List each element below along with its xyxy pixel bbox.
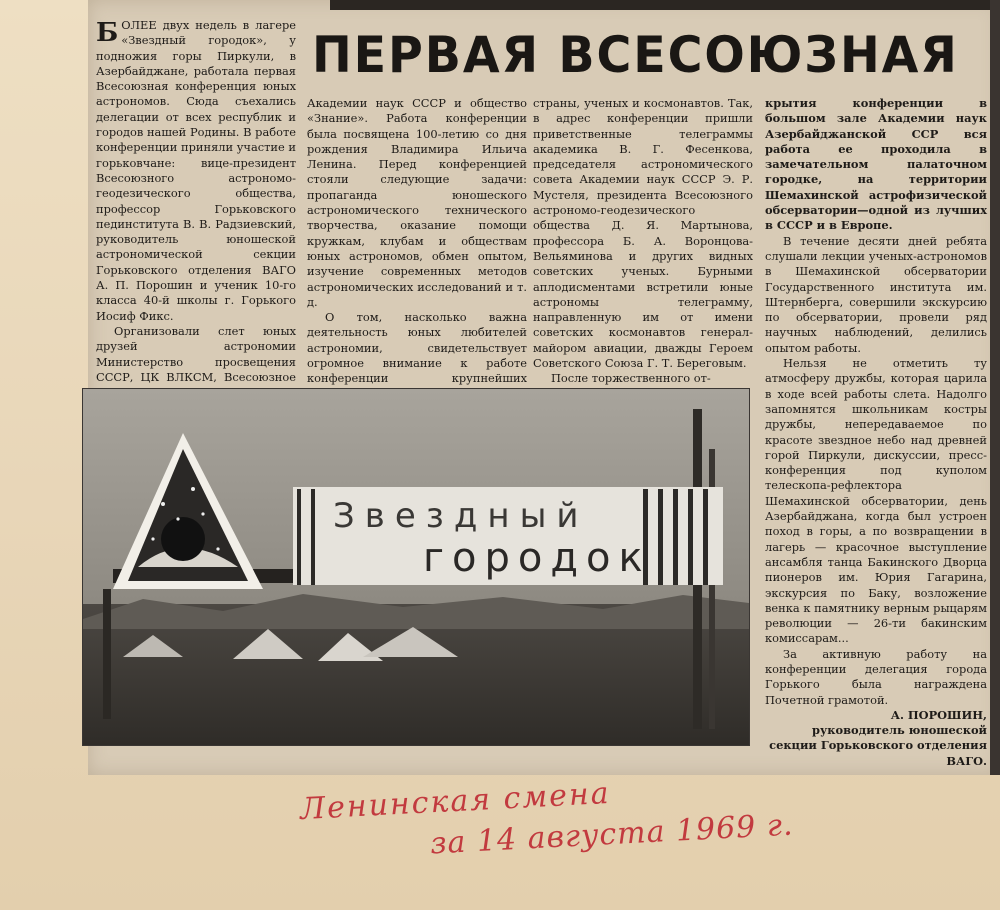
- author-name: А. ПОРОШИН,: [890, 707, 987, 722]
- drop-cap: Б: [96, 18, 119, 48]
- article-column-2: [307, 96, 527, 402]
- camp-photo: [82, 388, 750, 746]
- column-1-paragraph-2: Организовали слет юных друзей астрономии Министерство просвещения СССР, ЦК ВЛКСМ, Всесоюзное: [96, 323, 296, 384]
- right-edge-strip: [990, 0, 1000, 775]
- top-dark-band: [330, 0, 1000, 10]
- camp-photo-drawing: [83, 389, 749, 745]
- handwritten-date: за 14 августа 1969 г.: [429, 807, 795, 862]
- column-2-paragraph-1: Академии наук СССР и общество «Знание». Работа конференции была посвящена 100-летию со дня рождения Владимира Ильича Ленина. Перед конференцией стояли следующие задачи: пропаганда юношеского астрономического технического творчества, оказание помощи кружкам, клубам и обществам юных астрономов, обмен опытом, изучение современных методов астрономических исследований и т. д.: [307, 96, 527, 309]
- banner-text-line-2: городок: [423, 535, 651, 581]
- banner-text-line-1: Звездный: [333, 496, 589, 536]
- column-4-paragraph-2: В течение десяти дней ребята слушали лекции ученых-астрономов в Шемахинской обсерватории Государственного института им. Штернберга, совершили экскурсию по обсерватории, провели ряд научных наблюдений, делились опытом работы.: [765, 233, 987, 355]
- column-3-paragraph-2: После торжественного от-: [551, 371, 711, 386]
- handwritten-source: Ленинская смена: [299, 775, 612, 828]
- column-1-paragraph-1: [96, 18, 296, 324]
- column-1-lead-text: ОЛЕЕ двух недель в лагере «Звездный городок», у подножия горы Пиркули, в Азербайджане, работала первая Всесоюзная конференция юных астрономов. Сюда съехались делегации от всех республик и городов нашей Родины. В работе конференции приняли участие и горьковчане: вице-президент Всесоюзного астрономо-геодезического общества, профессор Горьковского пединститута В. В. Радзиевский, руководитель юношеской астрономической секции Горьковского отделения ВАГО А. П. Порошин и ученик 10-го класса 40-й школы г. Горького Иосиф Фикс.: [96, 18, 296, 323]
- column-2-paragraph-2: О том, насколько важна деятельность юных любителей астрономии, свидетельствует огромное внимание к работе конференции крупнейших: [307, 310, 527, 386]
- column-4-paragraph-3: Нельзя не отметить ту атмосферу дружбы, которая царила в ходе всей работы слета. Надолго запомнятся школьникам костры дружбы, непередаваемое по красоте звездное небо над древней горой Пиркули, дискуссии, пресс-конференция под куполом телескопа-рефлектора Шемахинской обсерватории, день Азербайджана, когда был устроен поход в горы, а по возвращении в лагерь — красочное выступление ансамбля танца Бакинского Дворца пионеров им. Юрия Гагарина, экскурсия по Баку, возложение венка к памятнику верным рыцарям революции — 26-ти бакинским комиссарам...: [765, 356, 987, 646]
- article-column-4: [765, 96, 987, 769]
- author-role: руководитель юношеской секции Горьковского отделения ВАГО.: [769, 723, 987, 768]
- article-column-1: [96, 18, 296, 416]
- column-4-paragraph-1: крытия конференции в большом зале Академии наук Азербайджанской ССР вся работа ее проходила в замечательном палаточном городке, на территории Шемахинской астрофизической обсерватории—одной из лучших в СССР и в Европе.: [765, 96, 987, 233]
- signature-block: [765, 708, 987, 769]
- headline: ПЕРВАЯ ВСЕСОЮЗНАЯ: [312, 26, 959, 84]
- article-column-3: [533, 96, 753, 387]
- column-4-paragraph-4: За активную работу на конференции делегация города Горького была награждена Почетной грамотой.: [765, 646, 987, 707]
- column-3-paragraph-1: страны, ученых и космонавтов. Так, в адрес конференции пришли приветственные телеграммы академика В. Г. Фесенкова, председателя астрономического совета Академии наук СССР Э. Р. Мустеля, президента Всесоюзного астрономо-геодезического общества Д. Я. Мартынова, профессора Б. А. Воронцова-Вельяминова и других видных советских ученых. Бурными аплодисментами встретили юные астрономы телеграмму, направленную им от имени советских космонавтов генерал-майором авиации, дважды Героем Советского Союза Г. Т. Береговым.: [533, 96, 753, 371]
